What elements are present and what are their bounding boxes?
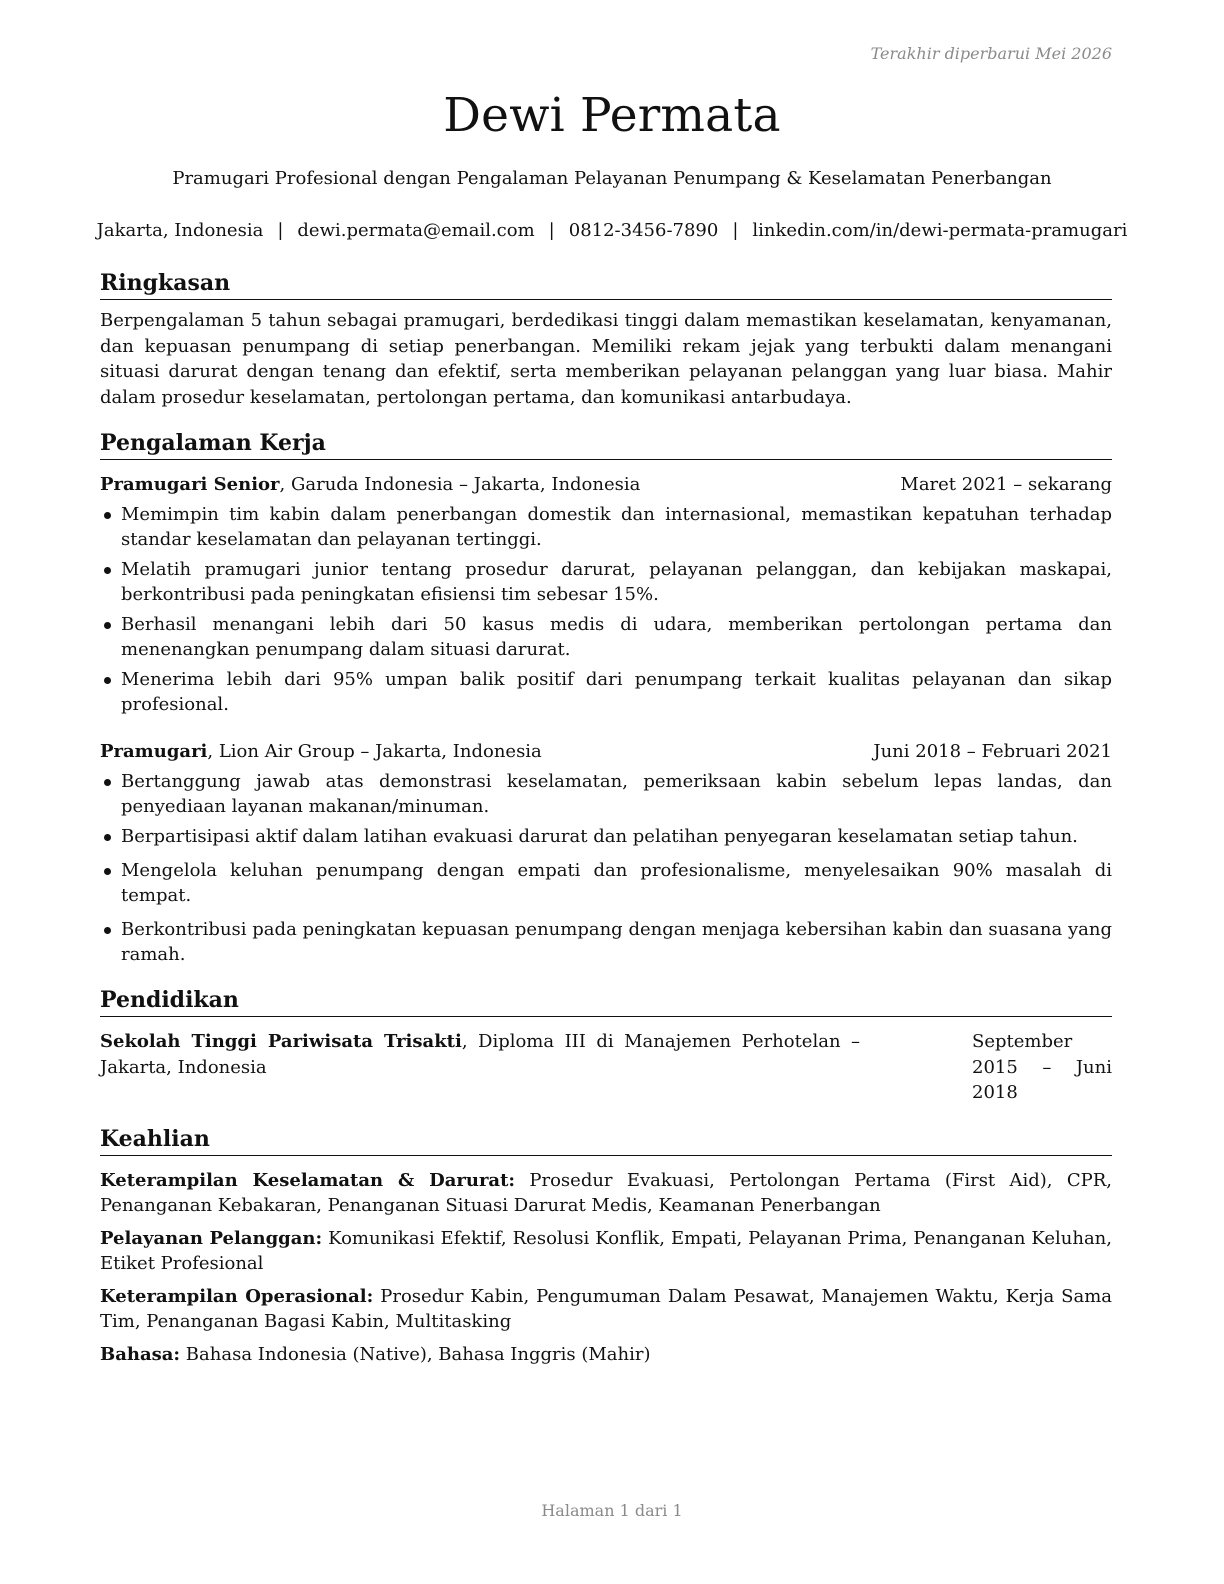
bullet-item: Melatih pramugari junior tentang prosedur darurat, pelayanan pelanggan, dan kebijakan maskapai, berkontribusi pada peningkatan efisiensi tim sebesar 15%.	[100, 557, 1112, 607]
education-section	[100, 985, 1112, 1106]
job-bullets	[100, 769, 1112, 967]
education-institution-line	[100, 1029, 860, 1106]
bullet-item: Bertanggung jawab atas demonstrasi keselamatan, pemeriksaan kabin sebelum lepas landas, dan penyediaan layanan makanan/minuman.	[100, 769, 1112, 819]
job-dates: Juni 2018 – Februari 2021	[873, 741, 1112, 762]
page-number: Halaman 1 dari 1	[541, 1501, 683, 1520]
contact-phone: 0812-3456-7890	[568, 220, 719, 241]
job-role: Pramugari	[100, 741, 208, 762]
contact-separator: |	[732, 220, 739, 241]
skills-section	[100, 1124, 1112, 1367]
job-dates: Maret 2021 – sekarang	[900, 474, 1112, 495]
job-entry	[100, 739, 1112, 967]
summary-text: Berpengalaman 5 tahun sebagai pramugari, berdedikasi tinggi dalam memastikan keselamatan, kenyamanan, dan kepuasan penumpang di setiap penerbangan. Memiliki rekam jejak yang terbukti dalam menangani situasi darurat dengan tenang dan efektif, serta memberikan pelayanan pelanggan yang luar biasa. Mahir dalam prosedur keselamatan, pertolongan pertama, dan komunikasi antarbudaya.	[100, 310, 1112, 408]
job-company: , Lion Air Group – Jakarta, Indonesia	[207, 741, 542, 762]
contact-line	[0, 220, 1224, 241]
experience-section	[100, 428, 1112, 967]
candidate-name: Dewi Permata	[443, 88, 781, 143]
job-entry	[100, 472, 1112, 717]
skill-group	[100, 1226, 1112, 1276]
section-title-experience: Pengalaman Kerja	[100, 428, 1112, 460]
contact-email[interactable]: dewi.permata@email.com	[297, 220, 535, 241]
section-title-skills: Keahlian	[100, 1124, 1112, 1156]
bullet-item: Memimpin tim kabin dalam penerbangan domestik dan internasional, memastikan kepatuhan terhadap standar keselamatan dan pelayanan tertinggi.	[100, 502, 1112, 552]
skill-text: Komunikasi Efektif, Resolusi Konflik, Empati, Pelayanan Prima, Penanganan Keluhan, Etiket Profesional	[100, 1227, 1112, 1274]
section-title-education: Pendidikan	[100, 985, 1112, 1017]
education-school: Sekolah Tinggi Pariwisata Trisakti	[100, 1031, 462, 1052]
contact-separator: |	[277, 220, 284, 241]
job-title-line	[100, 739, 542, 764]
skill-label: Keterampilan Keselamatan & Darurat:	[100, 1169, 516, 1191]
skill-text: Bahasa Indonesia (Native), Bahasa Inggris (Mahir)	[180, 1343, 651, 1365]
bullet-item: Berhasil menangani lebih dari 50 kasus medis di udara, memberikan pertolongan pertama dan menenangkan penumpang dalam situasi darurat.	[100, 612, 1112, 662]
section-title-summary: Ringkasan	[100, 268, 1112, 300]
bullet-item: Berkontribusi pada peningkatan kepuasan penumpang dengan menjaga kebersihan kabin dan suasana yang ramah.	[100, 917, 1112, 967]
last-updated-note: Terakhir diperbarui Mei 2026	[870, 44, 1112, 63]
education-degree: , Diploma III di Manajemen Perhotelan – Jakarta, Indonesia	[100, 1031, 860, 1078]
job-header	[100, 739, 1112, 764]
skill-label: Bahasa:	[100, 1343, 181, 1365]
contact-location: Jakarta, Indonesia	[96, 220, 264, 241]
summary-section	[100, 268, 1112, 410]
skill-text: Prosedur Evakuasi, Pertolongan Pertama (First Aid), CPR, Penanganan Kebakaran, Penanganan Situasi Darurat Medis, Keamanan Penerbangan	[100, 1169, 1112, 1216]
contact-linkedin[interactable]: linkedin.com/in/dewi-permata-pramugari	[752, 220, 1128, 241]
bullet-item: Berpartisipasi aktif dalam latihan evakuasi darurat dan pelatihan penyegaran keselamatan setiap tahun.	[100, 824, 1112, 849]
job-company: , Garuda Indonesia – Jakarta, Indonesia	[279, 474, 641, 495]
skill-text: Prosedur Kabin, Pengumuman Dalam Pesawat, Manajemen Waktu, Kerja Sama Tim, Penanganan Bagasi Kabin, Multitasking	[100, 1285, 1113, 1332]
education-dates: September 2015 – Juni 2018	[972, 1031, 1112, 1103]
bullet-item: Mengelola keluhan penumpang dengan empati dan profesionalisme, menyelesaikan 90% masalah di tempat.	[100, 858, 1112, 908]
skill-group	[100, 1342, 1112, 1367]
skill-label: Pelayanan Pelanggan:	[100, 1227, 323, 1249]
job-title-line	[100, 472, 640, 497]
education-entry	[100, 1029, 1112, 1106]
job-bullets	[100, 502, 1112, 717]
candidate-headline: Pramugari Profesional dengan Pengalaman Pelayanan Penumpang & Keselamatan Penerbangan	[172, 168, 1052, 189]
bullet-item: Menerima lebih dari 95% umpan balik positif dari penumpang terkait kualitas pelayanan dan sikap profesional.	[100, 667, 1112, 717]
skill-group	[100, 1284, 1112, 1334]
skill-group	[100, 1168, 1112, 1218]
job-header	[100, 472, 1112, 497]
resume-content	[100, 268, 1112, 1375]
contact-separator: |	[548, 220, 555, 241]
job-role: Pramugari Senior	[100, 474, 280, 495]
skill-label: Keterampilan Operasional:	[100, 1285, 374, 1307]
